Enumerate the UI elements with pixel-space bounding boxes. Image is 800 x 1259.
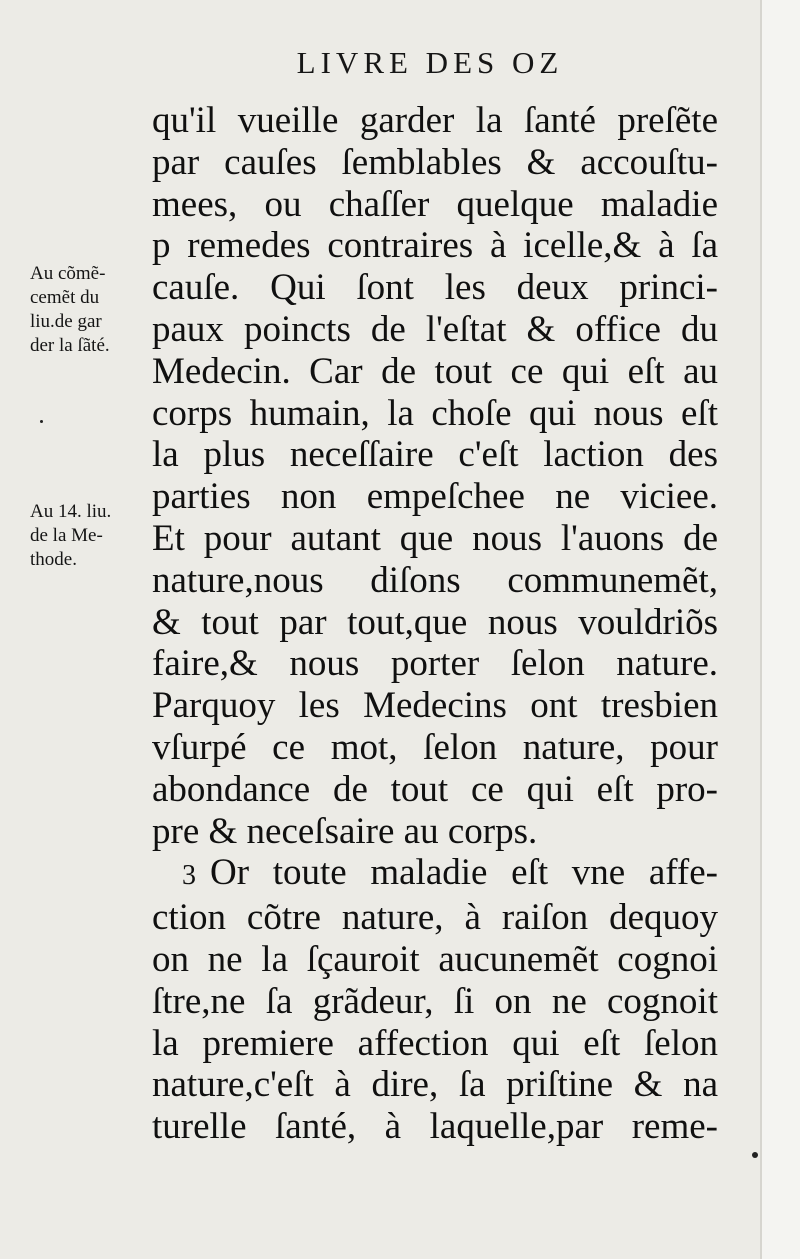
text-line: abondance de tout ce qui eſt pro- [152, 768, 718, 810]
text-line: nature,nous diſons communemẽt, [152, 559, 718, 601]
text-line: mees, ou chaſſer quelque maladie [152, 183, 718, 225]
section-first-line [152, 852, 718, 897]
margin-note-line: Au 14. liu. [30, 501, 112, 522]
text-line: Parquoy les Medecins ont tresbien [152, 685, 718, 727]
text-line: faire,& nous porter ſelon nature. [152, 643, 718, 685]
text-line: Or toute maladie eſt vne affe- [210, 852, 718, 894]
margin-note-line: der la ſãté. [30, 335, 110, 356]
text-line: pre & neceſsaire au corps. [152, 810, 538, 852]
margin-note-2 [30, 500, 155, 572]
text-line: la plus neceſſaire c'eſt laction des [152, 434, 718, 476]
margin-note-1 [30, 262, 155, 358]
text-line: Medecin. Car de tout ce qui eſt au [152, 350, 718, 392]
margin-note-line: de la Me- [30, 525, 103, 546]
text-line: ſtre,ne ſa grãdeur, ſi on ne cognoit [152, 980, 718, 1022]
text-line: p remedes contraires à icelle,& à ſa [152, 225, 718, 267]
text-line: cauſe. Qui ſont les deux princi- [152, 267, 718, 309]
text-line: Et pour autant que nous l'auons de [152, 517, 718, 559]
page-edge [760, 0, 800, 1259]
text-line: qu'il vueille garder la ſanté preſẽte [152, 100, 718, 141]
ink-speck [40, 420, 43, 423]
text-line: par cauſes ſemblables & accouſtu- [152, 141, 718, 183]
text-line: parties non empeſchee ne viciee. [152, 476, 718, 518]
margin-note-line: thode. [30, 549, 77, 570]
section-number: 3 [182, 860, 196, 892]
text-line: nature,c'eſt à dire, ſa priſtine & na [152, 1064, 718, 1106]
text-line: corps humain, la choſe qui nous eſt [152, 392, 718, 434]
running-head: LIVRE DES OZ [296, 45, 564, 80]
margin-note-line: Au cõmẽ- [30, 263, 106, 284]
text-line: on ne la ſçauroit aucunemẽt cognoi [152, 938, 718, 980]
ink-speck [752, 1152, 758, 1158]
text-line: vſurpé ce mot, ſelon nature, pour [152, 726, 718, 768]
text-line: turelle ſanté, à laquelle,par reme- [152, 1106, 718, 1148]
body-text [152, 100, 718, 1148]
text-line: & tout par tout,que nous vouldriõs [152, 601, 718, 643]
text-line: paux poincts de l'eſtat & office du [152, 308, 718, 350]
margin-note-line: liu.de gar [30, 311, 102, 332]
text-line: ction cõtre nature, à raiſon dequoy [152, 897, 718, 939]
margin-note-line: cemẽt du [30, 287, 100, 308]
text-line: la premiere affection qui eſt ſelon [152, 1022, 718, 1064]
